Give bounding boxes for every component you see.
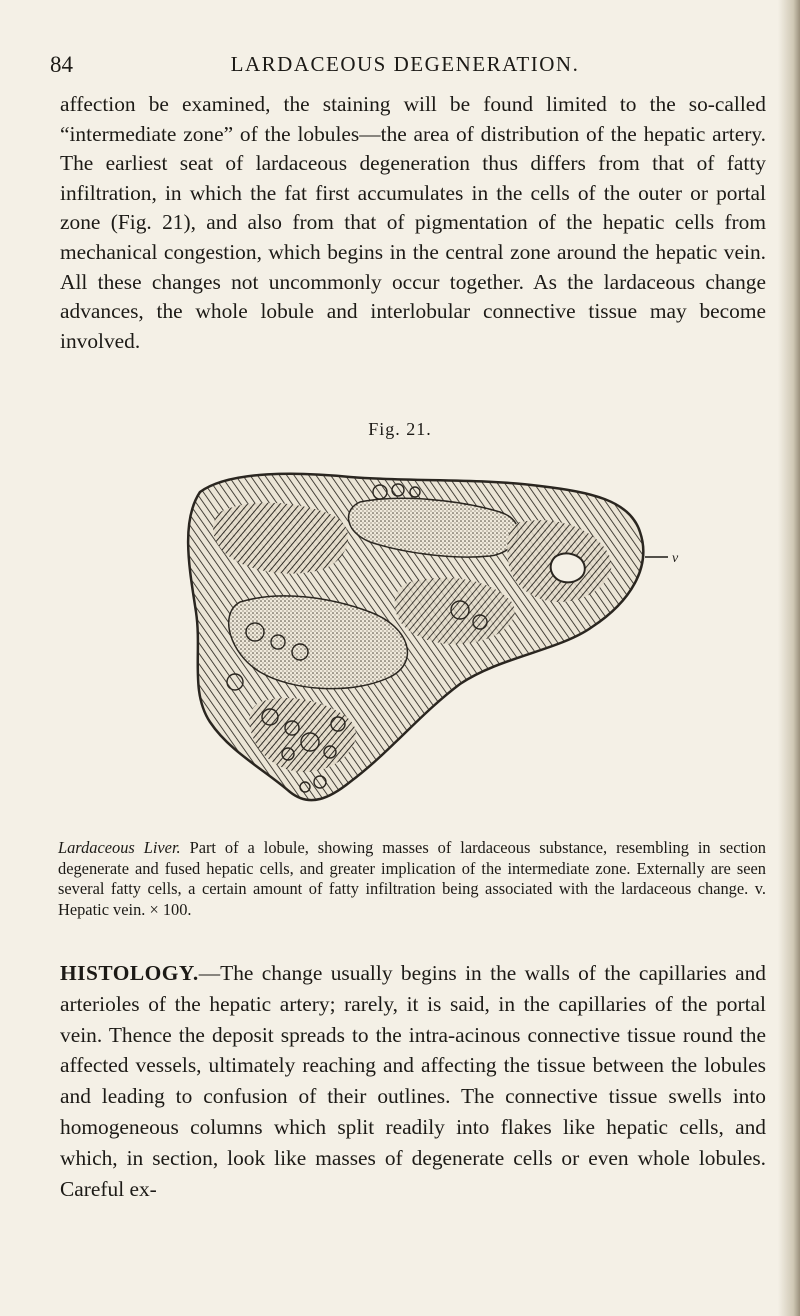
figure-caption — [58, 838, 766, 920]
figure-label: Fig. 21. — [368, 419, 432, 439]
page-edge-shadow — [778, 0, 800, 1316]
page-header — [50, 52, 760, 88]
caption-title: Lardaceous Liver. — [58, 838, 181, 857]
section-heading: HISTOLOGY. — [60, 961, 199, 985]
page-number: 84 — [50, 52, 73, 77]
liver-lobule-engraving — [160, 452, 720, 837]
body-paragraph-2 — [60, 958, 766, 1204]
body-paragraph-1: affection be examined, the staining will be found limited to the so-called “intermediate zone” of the lobules—the area of distribution of the hepatic artery. The earliest seat of lardaceous degeneration thus differs from that of fatty infiltration, in which the fat first accumulates in the cells of the outer or portal zone (Fig. 21), and also from that of pigmentation of the hepatic cells from mechanical congestion, which begins in the central zone around the hepatic vein. All these changes not uncommonly occur together. As the lardaceous change advances, the whole lobule and interlobular connective tissue may become involved. — [60, 92, 766, 353]
figure-illustration — [160, 452, 720, 837]
section-text: —The change usually begins in the walls of the capillaries and arterioles of the hepatic artery; rarely, it is said, in the capillaries of the portal vein. Thence the deposit spreads to the intra-acinous connective tissue round the affected vessels, ultimately reaching and affecting the tissue between the lobules and leading to confusion of their outlines. The connective tissue swells into homogeneous columns which split readily into flakes like hepatic cells, and which, in section, look like masses of degenerate cells or even whole lobules. Careful ex- — [60, 961, 766, 1201]
hepatic-vein-pointer-label: v — [672, 551, 679, 566]
running-title: LARDACEOUS DEGENERATION. — [230, 52, 580, 76]
caption-text: Part of a lobule, showing masses of lardaceous substance, resembling in section degenerate and fused hepatic cells, and greater implication of the intermediate zone. Externally are seen several fatty cells, a certain amount of fatty infiltration being associated with the lardaceous change. v. Hepatic vein. × 100. — [58, 838, 766, 919]
